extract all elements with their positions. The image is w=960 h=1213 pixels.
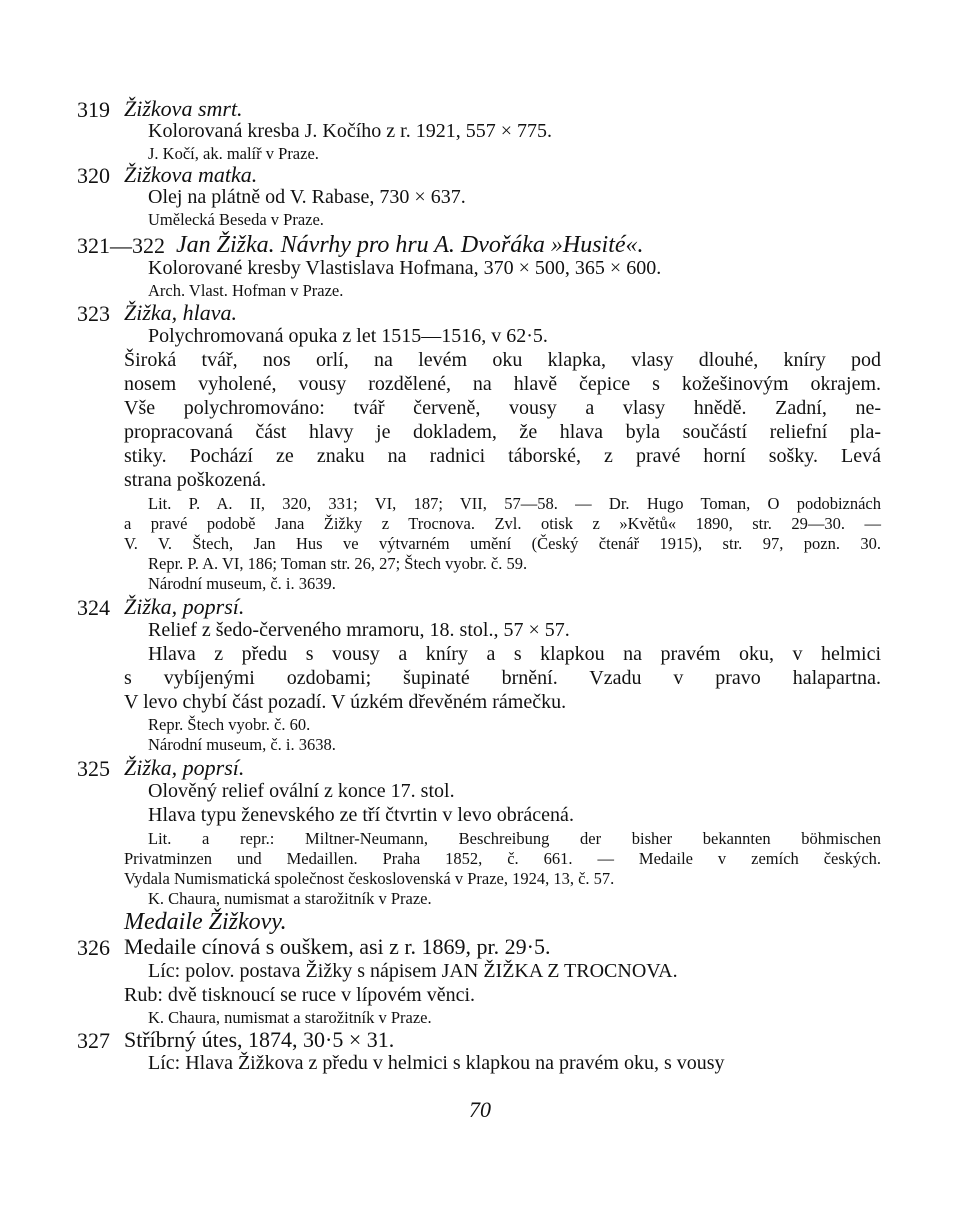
entry-title: Stříbrný útes, 1874, 30·5 × 31. xyxy=(124,1027,395,1052)
entry-literature: a pravé podobě Jana Žižky z Trocnova. Zvl. otisk z »Květů« 1890, str. 29—30. — xyxy=(124,514,881,533)
entry-literature: Lit. a repr.: Miltner-Neumann, Beschreibung der bisher bekannten böhmischen xyxy=(148,829,881,848)
entry-literature: Lit. P. A. II, 320, 331; VI, 187; VII, 57—58. — Dr. Hugo Toman, O podobiznách xyxy=(148,494,881,513)
entry-description: s vybíjenými ozdobami; šupinaté brnění. Vzadu v pravo halapartna. xyxy=(124,667,881,689)
entry-literature: Vydala Numismatická společnost československá v Praze, 1924, 13, č. 57. xyxy=(124,869,615,888)
entry-description: Rub: dvě tisknoucí se ruce v lípovém věnci. xyxy=(124,984,476,1006)
entry-literature: Privatminzen und Medaillen. Praha 1852, č. 661. — Medaile v zemích českých. xyxy=(124,849,881,868)
entry-line: Polychromovaná opuka z let 1515—1516, v 62·5. xyxy=(148,325,548,347)
entry-description: V levo chybí část pozadí. V úzkém dřevěném rámečku. xyxy=(124,691,567,713)
entry-title: Žižka, hlava. xyxy=(124,300,238,325)
entry-title: Medaile cínová s ouškem, asi z r. 1869, pr. 29·5. xyxy=(124,934,551,959)
entry-line: Kolorované kresby Vlastislava Hofmana, 370 × 500, 365 × 600. xyxy=(148,257,662,279)
entry-owner: Umělecká Beseda v Praze. xyxy=(148,210,324,229)
entry-owner: J. Kočí, ak. malíř v Praze. xyxy=(148,144,319,163)
entry-title: Žižka, poprsí. xyxy=(124,755,245,780)
entry-title: Žižka, poprsí. xyxy=(124,594,245,619)
entry-line: Kolorovaná kresba J. Kočího z r. 1921, 557 × 775. xyxy=(148,120,552,142)
entry-description: propracovaná část hlavy je dokladem, že hlava byla součástí reliefní pla- xyxy=(124,421,881,443)
entry-number: 319 xyxy=(77,97,110,122)
entry-number: 323 xyxy=(77,301,110,326)
entry-description: strana poškozená. xyxy=(124,469,267,491)
entry-description: Vše polychromováno: tvář červeně, vousy a vlasy hnědě. Zadní, ne- xyxy=(124,397,881,419)
entry-number: 321—322 xyxy=(77,233,165,258)
entry-reproduction: Repr. Štech vyobr. č. 60. xyxy=(148,715,311,734)
entry-line: Relief z šedo-červeného mramoru, 18. stol., 57 × 57. xyxy=(148,619,570,641)
entry-owner: Národní museum, č. i. 3638. xyxy=(148,735,336,754)
entry-line: Olej na plátně od V. Rabase, 730 × 637. xyxy=(148,186,466,208)
entry-description: nosem vyholené, vousy rozdělené, na hlavě čepice s kožešinovým okrajem. xyxy=(124,373,881,395)
entry-number: 325 xyxy=(77,756,110,781)
entry-owner: K. Chaura, numismat a starožitník v Praze. xyxy=(148,889,432,908)
entry-owner: Národní museum, č. i. 3639. xyxy=(148,574,336,593)
entry-description: Líc: polov. postava Žižky s nápisem JAN ŽIŽKA Z TROCNOVA. xyxy=(148,960,678,982)
entry-description: Hlava typu ženevského ze tří čtvrtin v levo obrácená. xyxy=(148,804,574,826)
entry-owner: K. Chaura, numismat a starožitník v Praze. xyxy=(148,1008,432,1027)
entry-number: 326 xyxy=(77,935,110,960)
section-heading: Medaile Žižkovy. xyxy=(124,909,287,935)
entry-literature: V. V. Štech, Jan Hus ve výtvarném umění (Český čtenář 1915), str. 97, pozn. 30. xyxy=(124,534,881,553)
entry-title: Jan Žižka. Návrhy pro hru A. Dvořáka »Husité«. xyxy=(176,232,644,258)
entry-description: Líc: Hlava Žižkova z předu v helmici s klapkou na pravém oku, s vousy xyxy=(148,1052,725,1074)
entry-number: 320 xyxy=(77,163,110,188)
entry-description: stiky. Pochází ze znaku na radnici táborské, z pravé horní sošky. Levá xyxy=(124,445,881,467)
entry-owner: Arch. Vlast. Hofman v Praze. xyxy=(148,281,344,300)
entry-description: Široká tvář, nos orlí, na levém oku klapka, vlasy dlouhé, kníry pod xyxy=(124,349,881,371)
entry-number: 327 xyxy=(77,1028,110,1053)
entry-reproduction: Repr. P. A. VI, 186; Toman str. 26, 27; Štech vyobr. č. 59. xyxy=(148,554,528,573)
entry-description: Hlava z předu s vousy a kníry a s klapkou na pravém oku, v helmici xyxy=(148,643,881,665)
entry-line: Olověný relief ovální z konce 17. stol. xyxy=(148,780,455,802)
entry-number: 324 xyxy=(77,595,110,620)
entry-title: Žižkova smrt. xyxy=(124,96,243,121)
page-number: 70 xyxy=(469,1097,491,1122)
entry-title: Žižkova matka. xyxy=(124,162,258,187)
